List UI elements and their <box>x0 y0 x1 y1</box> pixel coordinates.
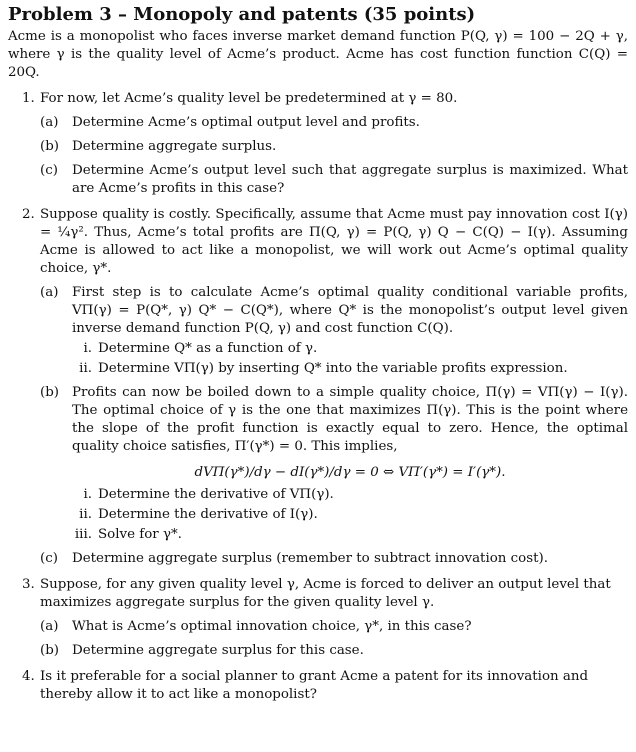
part-1a <box>40 114 628 132</box>
part-text: Determine aggregate surplus for this case. <box>72 643 364 658</box>
subpart-label: i. <box>83 487 92 502</box>
part-3b <box>40 642 628 660</box>
part-2b-i <box>72 486 628 504</box>
part-2a-i <box>72 340 628 358</box>
question-number: 4. <box>22 669 35 684</box>
problem-title: Problem 3 – Monopoly and patents (35 points) <box>8 4 476 25</box>
subpart-label: i. <box>83 341 92 356</box>
question-4 <box>8 668 628 704</box>
part-label: (b) <box>40 139 60 154</box>
part-1b <box>40 138 628 156</box>
subpart-text: Solve for γ*. <box>98 527 182 542</box>
part-text: Determine Acme’s output level such that aggregate surplus is maximized. What are Acme’s profits in this case? <box>72 163 628 196</box>
subpart-text: Determine the derivative of I(γ). <box>98 507 318 522</box>
part-2b <box>40 384 628 544</box>
question-number: 2. <box>22 207 35 222</box>
part-label: (b) <box>40 385 60 400</box>
subpart-text: Determine VΠ(γ) by inserting Q* into the variable profits expression. <box>98 361 568 376</box>
part-text: Determine aggregate surplus (remember to subtract innovation cost). <box>72 551 548 566</box>
part-2a-ii <box>72 360 628 378</box>
question-text: Is it preferable for a social planner to grant Acme a patent for its innovation and thereby allow it to act like a monopolist? <box>40 669 589 702</box>
part-label: (a) <box>40 115 59 130</box>
subpart-text: Determine the derivative of VΠ(γ). <box>98 487 334 502</box>
part-2a <box>40 284 628 378</box>
part-text: Determine aggregate surplus. <box>72 139 277 154</box>
problem-intro: Acme is a monopolist who faces inverse market demand function P(Q, γ) = 100 − 2Q + γ, where γ is the quality level of Acme’s product. Acme has cost function function C(Q) = 20Q. <box>8 29 628 80</box>
question-2 <box>8 206 628 568</box>
part-2c <box>40 550 628 568</box>
part-label: (c) <box>40 551 58 566</box>
part-text: First step is to calculate Acme’s optimal quality conditional variable profits, VΠ(γ) = P(Q*, γ) Q* − C(Q*), where Q* is the monopolist’s output level given inverse demand function P(Q, γ) and cost function C(Q). <box>72 285 628 336</box>
question-3 <box>8 576 628 660</box>
question-number: 3. <box>22 577 35 592</box>
question-text: For now, let Acme’s quality level be predetermined at γ = 80. <box>40 91 458 106</box>
part-1c <box>40 162 628 198</box>
question-text: Suppose, for any given quality level γ, Acme is forced to deliver an output level that maximizes aggregate surplus for the given quality level γ. <box>40 577 611 610</box>
part-text: Determine Acme’s optimal output level and profits. <box>72 115 420 130</box>
subpart-label: ii. <box>79 361 92 376</box>
part-label: (c) <box>40 163 58 178</box>
part-label: (a) <box>40 285 59 300</box>
part-2b-ii <box>72 506 628 524</box>
part-text: What is Acme’s optimal innovation choice, γ*, in this case? <box>72 619 472 634</box>
part-3a <box>40 618 628 636</box>
part-label: (a) <box>40 619 59 634</box>
subpart-text: Determine Q* as a function of γ. <box>98 341 318 356</box>
optimality-equation: dVΠ(γ*)/dγ − dI(γ*)/dγ = 0 ⇔ VΠ′(γ*) = I′(γ*). <box>194 465 506 480</box>
question-text: Suppose quality is costly. Specifically, assume that Acme must pay innovation cost I(γ) = ¼γ². Thus, Acme’s total profits are Π(Q, γ) = P(Q, γ) Q − C(Q) − I(γ). Assuming Acme is allowed to act like a monopolist, we will work out Acme’s optimal quality choice, γ*. <box>40 207 628 276</box>
part-text: Profits can now be boiled down to a simple quality choice, Π(γ) = VΠ(γ) − I(γ). The optimal choice of γ is the one that maximizes Π(γ). This is the point where the slope of the profit function is exactly equal to zero. Hence, the optimal quality choice satisfies, Π′(γ*) = 0. This implies, <box>72 385 628 454</box>
subpart-label: ii. <box>79 507 92 522</box>
subpart-label: iii. <box>74 527 92 542</box>
question-1 <box>8 90 628 198</box>
part-label: (b) <box>40 643 60 658</box>
part-2b-iii <box>72 526 628 544</box>
question-number: 1. <box>22 91 35 106</box>
